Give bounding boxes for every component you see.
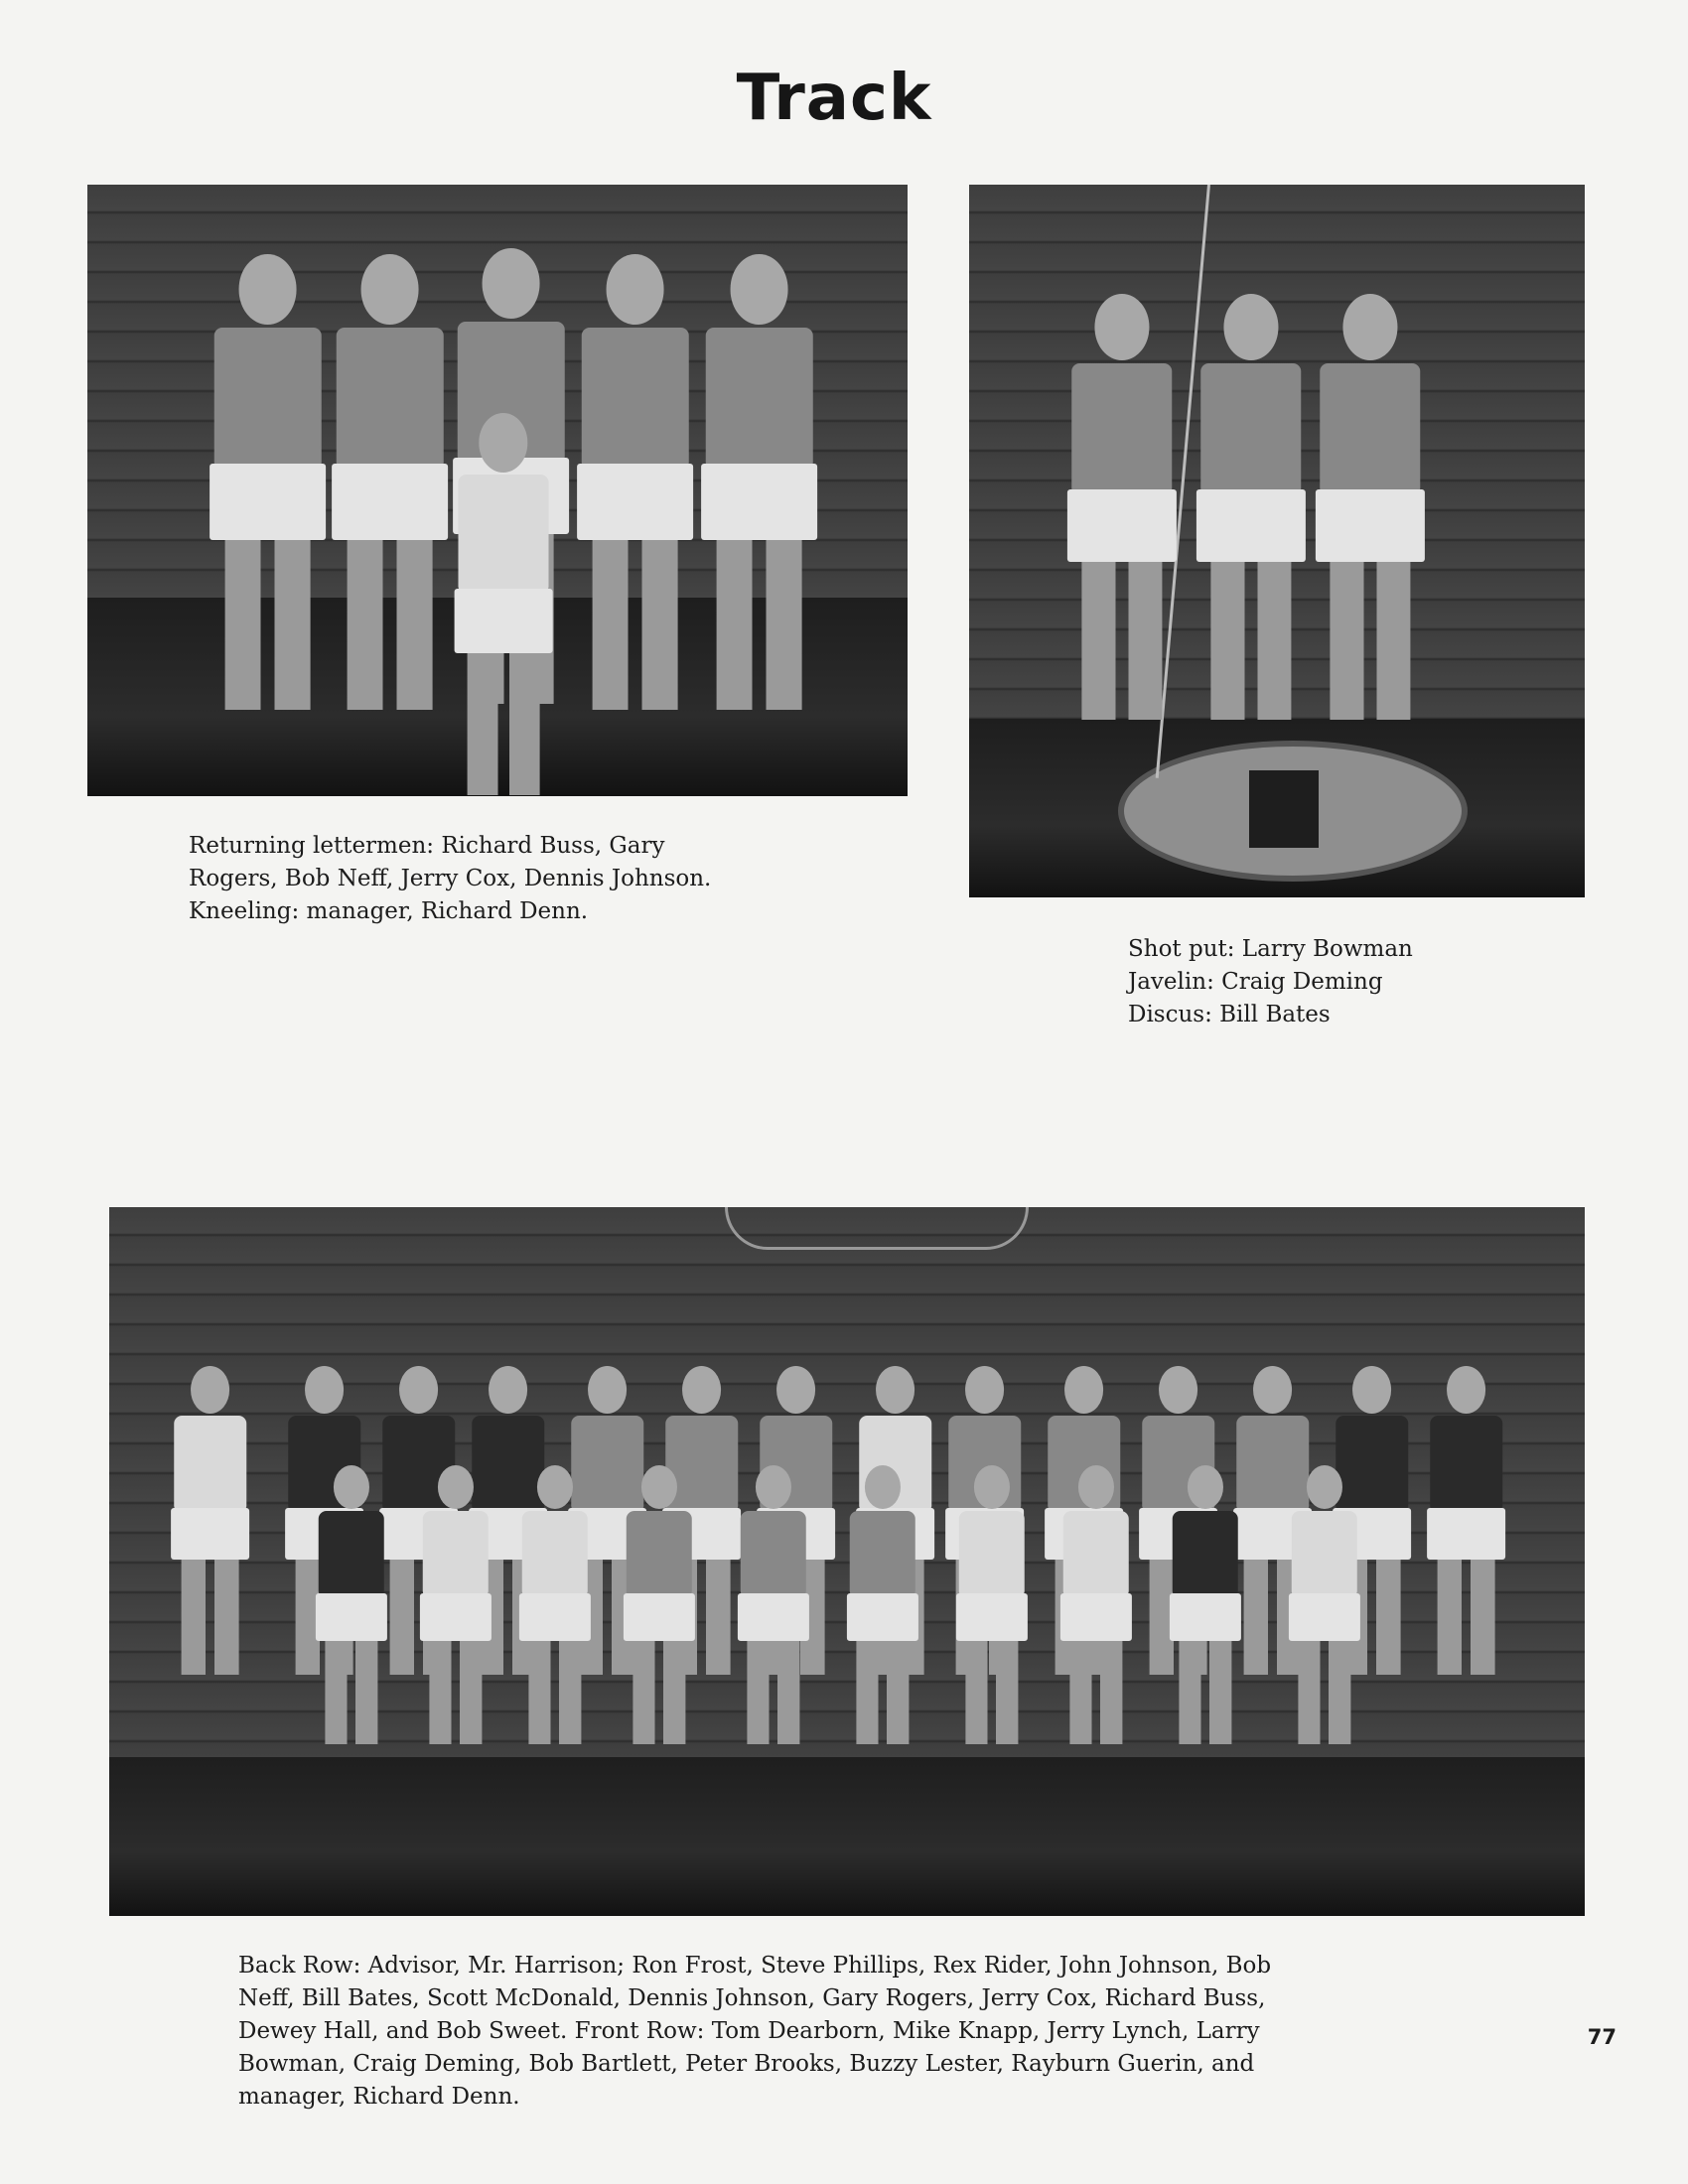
athlete-figure xyxy=(465,413,542,796)
athlete-figure xyxy=(1296,1465,1352,1748)
athlete-figure xyxy=(1207,294,1294,726)
athlete-figure xyxy=(1067,1465,1124,1748)
athlete-figure xyxy=(1078,294,1165,726)
athlete-figure xyxy=(631,1465,687,1748)
athlete-figure xyxy=(427,1465,484,1748)
page-number: 77 xyxy=(1587,2025,1617,2049)
team-photo xyxy=(109,1207,1585,1916)
field-events-photo xyxy=(969,185,1585,897)
basketball-backboard xyxy=(725,1207,1029,1250)
athlete-figure xyxy=(323,1465,379,1748)
athlete-figure xyxy=(589,254,681,716)
athlete-figure xyxy=(713,254,805,716)
lettermen-caption: Returning lettermen: Richard Buss, Gary Rogers, Bob Neff, Jerry Cox, Dennis Johnson. Kneeling: manager, Richard Denn. xyxy=(189,833,712,924)
lettermen-photo xyxy=(87,185,908,796)
field-events-caption: Shot put: Larry Bowman Javelin: Craig Deming Discus: Bill Bates xyxy=(1128,936,1413,1027)
page-title: Track xyxy=(736,62,932,135)
team-caption: Back Row: Advisor, Mr. Harrison; Ron Frost, Steve Phillips, Rex Rider, John Johnson, Bob Neff, Bill Bates, Scott McDonald, Dennis Johnson, Gary Rogers, Jerry Cox, Richard Buss, Dewey Hall, and Bob Sweet. Front Row: Tom Dearborn, Mike Knapp, Jerry Lynch, Larry Bowman, Craig Deming, Bob Bartlett, Peter Brooks, Buzzy Lester, Rayburn Guerin, and manager, Richard Denn. xyxy=(238,1953,1272,2110)
athlete-figure xyxy=(745,1465,801,1748)
athlete-figure xyxy=(179,1366,241,1679)
court-logo-letter xyxy=(1249,770,1319,848)
athlete-figure xyxy=(1435,1366,1497,1679)
athlete-figure xyxy=(1327,294,1413,726)
athlete-figure xyxy=(344,254,436,716)
athlete-figure xyxy=(1177,1465,1233,1748)
athlete-figure xyxy=(526,1465,583,1748)
athlete-figure xyxy=(854,1465,911,1748)
athlete-figure xyxy=(221,254,314,716)
athlete-figure xyxy=(963,1465,1020,1748)
